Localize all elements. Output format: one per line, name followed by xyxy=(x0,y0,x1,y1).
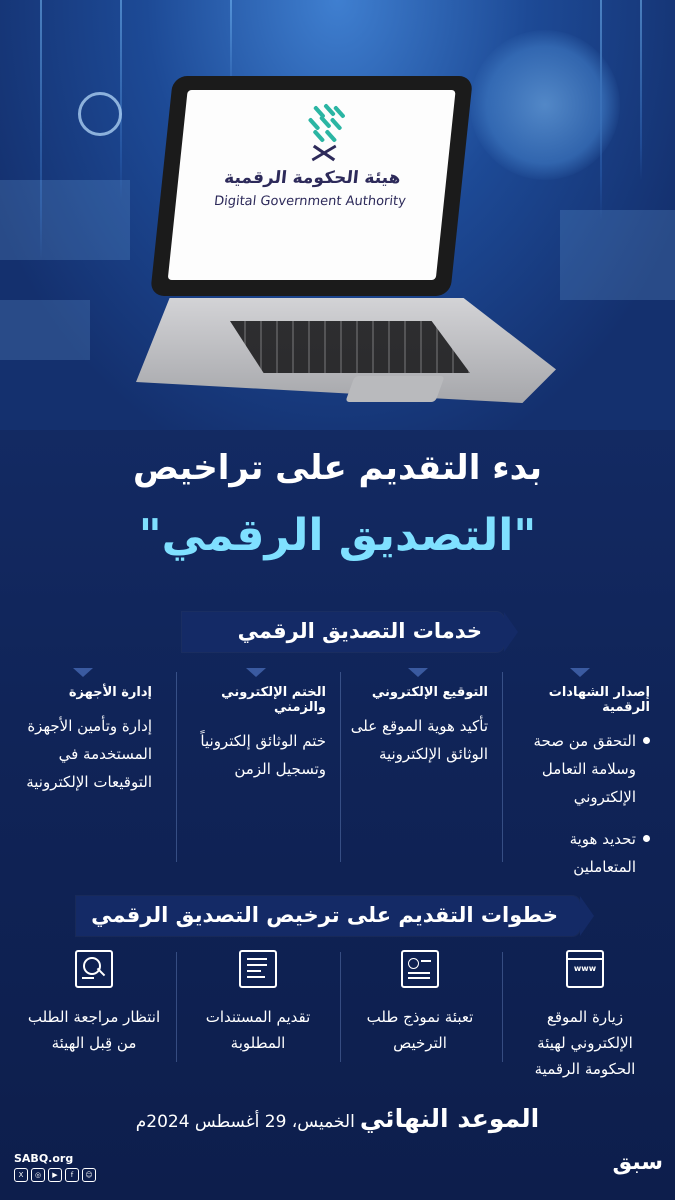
documents-icon xyxy=(239,950,277,988)
instagram-icon: ◎ xyxy=(31,1168,45,1182)
deadline xyxy=(0,1104,675,1133)
laptop-keyboard xyxy=(230,321,470,373)
service-certificates xyxy=(510,668,650,895)
dga-name-english: Digital Government Authority xyxy=(213,194,407,209)
service-e-seal xyxy=(186,668,326,783)
step-text: تقديم المستندات المطلوبة xyxy=(205,1008,311,1052)
service-e-signature xyxy=(348,668,488,768)
social-icons xyxy=(14,1168,96,1182)
step-text: تعبئة نموذج طلب الترخيص xyxy=(366,1008,474,1052)
form-icon xyxy=(401,950,439,988)
laptop-illustration xyxy=(140,76,560,421)
step-fill-form xyxy=(350,950,490,1056)
service-title: الختم الإلكتروني والزمني xyxy=(221,685,326,715)
steps-heading-pill xyxy=(76,896,580,936)
services-heading-pill xyxy=(182,612,504,652)
facebook-icon: f xyxy=(65,1168,79,1182)
step-await-review xyxy=(24,950,164,1056)
steps-heading: خطوات التقديم على ترخيص التصديق الرقمي xyxy=(91,903,558,927)
service-title: إصدار الشهادات الرقمية xyxy=(548,685,650,715)
service-bullet: تحديد هوية المتعاملين xyxy=(510,825,636,881)
service-bullet: التحقق من صحة وسلامة التعامل الإلكتروني xyxy=(510,727,636,811)
service-title: إدارة الأجهزة xyxy=(68,685,152,700)
dga-logo-icon xyxy=(298,102,354,162)
headline-line1: بدء التقديم على تراخيص xyxy=(133,448,542,488)
laptop-screen xyxy=(150,76,473,296)
deadline-label: الموعد النهائي xyxy=(359,1104,540,1133)
step-visit-website xyxy=(515,950,655,1082)
www-browser-icon: www xyxy=(566,950,604,988)
service-text: تأكيد هوية الموقع على الوثائق الإلكترونية xyxy=(350,717,488,763)
step-text: زيارة الموقع الإلكتروني لهيئة الحكومة الرقمية xyxy=(534,1008,636,1078)
hero-background xyxy=(0,0,675,430)
step-text: انتظار مراجعة الطلب من قِبل الهيئة xyxy=(27,1008,161,1052)
sabq-logo: سبق xyxy=(612,1150,663,1175)
check-badge-icon xyxy=(78,92,122,136)
step-submit-documents xyxy=(188,950,328,1056)
service-device-management xyxy=(14,668,152,796)
snapchat-icon: ☺ xyxy=(82,1168,96,1182)
service-text: إدارة وتأمين الأجهزة المستخدمة في التوقيعات الإلكترونية xyxy=(26,717,152,791)
dga-name-arabic: هيئة الحكومة الرقمية xyxy=(223,168,402,188)
service-text: ختم الوثائق إلكترونياً وتسجيل الزمن xyxy=(200,732,326,778)
service-title: التوقيع الإلكتروني xyxy=(371,685,488,700)
sabq-site: SABQ.org xyxy=(14,1152,74,1165)
services-heading: خدمات التصديق الرقمي xyxy=(237,619,482,643)
laptop-trackpad xyxy=(345,376,444,402)
deadline-date: الخميس، 29 أغسطس 2024م xyxy=(135,1112,355,1132)
review-search-icon xyxy=(75,950,113,988)
x-icon: X xyxy=(14,1168,28,1182)
headline-line2: "التصديق الرقمي" xyxy=(138,510,537,561)
youtube-icon: ▶ xyxy=(48,1168,62,1182)
